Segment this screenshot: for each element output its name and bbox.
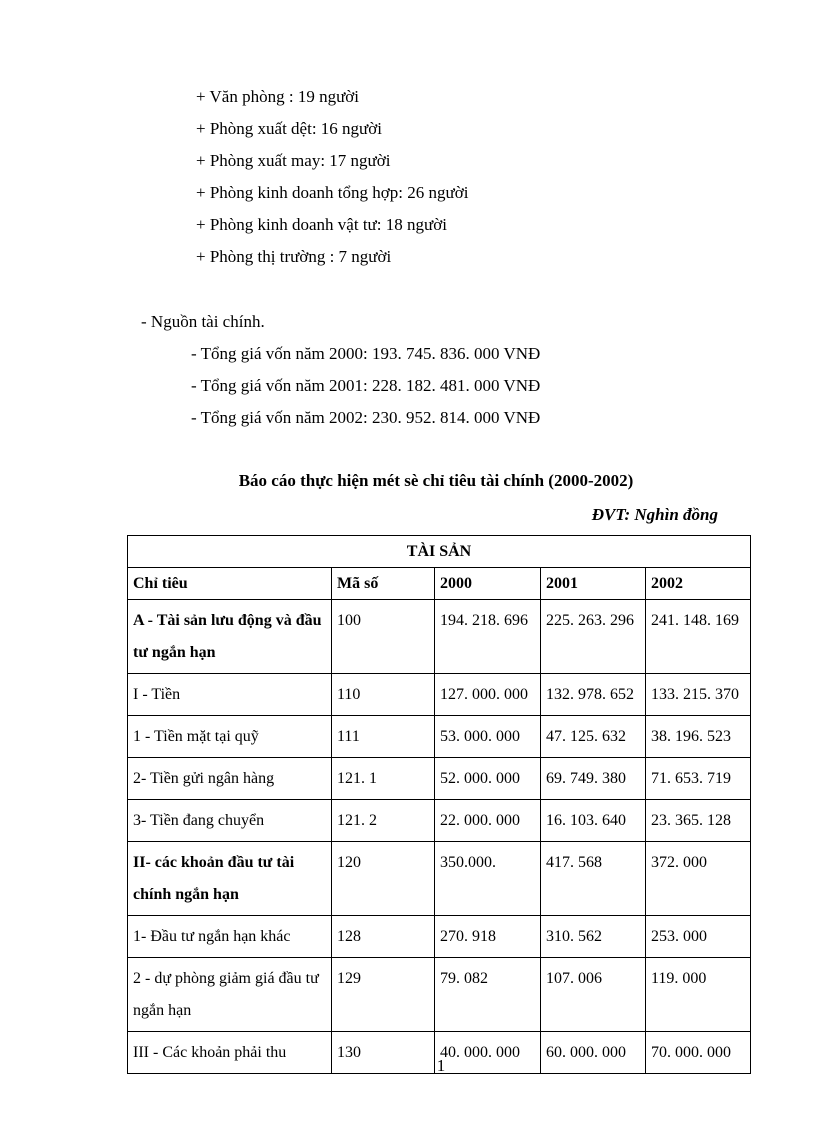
table-cell: A - Tài sản lưu động và đầu tư ngắn hạn: [128, 600, 332, 674]
table-cell: 133. 215. 370: [646, 674, 751, 716]
table-cell: 40. 000. 000: [435, 1032, 541, 1074]
table-cell: 119. 000: [646, 958, 751, 1032]
table-cell: 107. 006: [541, 958, 646, 1032]
table-cell: 111: [332, 716, 435, 758]
table-row: [128, 674, 751, 716]
column-header: 2000: [435, 568, 541, 600]
staff-item: + Phòng kinh doanh vật tư: 18 người: [196, 215, 447, 234]
table-cell: 110: [332, 674, 435, 716]
table-cell: 2 - dự phòng giảm giá đầu tư ngắn hạn: [128, 958, 332, 1032]
table-cell: 69. 749. 380: [541, 758, 646, 800]
table-cell: 128: [332, 916, 435, 958]
table-cell: 38. 196. 523: [646, 716, 751, 758]
staff-item: + Phòng kinh doanh tổng hợp: 26 người: [196, 183, 469, 202]
table-row: [128, 600, 751, 674]
table-row: [128, 716, 751, 758]
table-cell: 100: [332, 600, 435, 674]
column-header: 2002: [646, 568, 751, 600]
table-row: [128, 842, 751, 916]
table-header-row: [128, 568, 751, 600]
finance-item: - Tổng giá vốn năm 2000: 193. 745. 836. 000 VNĐ: [191, 344, 541, 363]
table-cell: 60. 000. 000: [541, 1032, 646, 1074]
table-cell: III - Các khoản phải thu: [128, 1032, 332, 1074]
table-cell: 47. 125. 632: [541, 716, 646, 758]
table-cell: 127. 000. 000: [435, 674, 541, 716]
table-cell: 225. 263. 296: [541, 600, 646, 674]
table-row: [128, 758, 751, 800]
column-header: Mã số: [332, 568, 435, 600]
table-row: [128, 800, 751, 842]
table-cell: 23. 365. 128: [646, 800, 751, 842]
staff-item: + Phòng xuất may: 17 người: [196, 151, 391, 170]
table-cell: 121. 1: [332, 758, 435, 800]
staff-item: + Phòng xuất dệt: 16 người: [196, 119, 382, 138]
table-cell: 121. 2: [332, 800, 435, 842]
table-cell: I - Tiền: [128, 674, 332, 716]
table-cell: II- các khoản đầu tư tài chính ngắn hạn: [128, 842, 332, 916]
table-row: [128, 916, 751, 958]
table-cell: 253. 000: [646, 916, 751, 958]
table-cell: 129: [332, 958, 435, 1032]
table-cell: 1- Đầu tư ngắn hạn khác: [128, 916, 332, 958]
table-cell: 53. 000. 000: [435, 716, 541, 758]
table-cell: 130: [332, 1032, 435, 1074]
table-cell: 79. 082: [435, 958, 541, 1032]
report-title: Báo cáo thực hiện mét sè chỉ tiêu tài chính (2000-2002): [238, 471, 634, 490]
page-number: 1: [436, 1056, 446, 1075]
table-cell: 1 - Tiền mặt tại quỹ: [128, 716, 332, 758]
table-cell: 16. 103. 640: [541, 800, 646, 842]
staff-item: + Văn phòng : 19 người: [196, 87, 360, 106]
finance-item: - Tổng giá vốn năm 2002: 230. 952. 814. 000 VNĐ: [191, 408, 541, 427]
table-cell: 52. 000. 000: [435, 758, 541, 800]
table-row: [128, 958, 751, 1032]
table-cell: 3- Tiền đang chuyển: [128, 800, 332, 842]
column-header: Chỉ tiêu: [128, 568, 332, 600]
table-cell: 241. 148. 169: [646, 600, 751, 674]
table-cell: 270. 918: [435, 916, 541, 958]
unit-label: ĐVT: Nghìn đồng: [591, 505, 718, 524]
table-cell: 71. 653. 719: [646, 758, 751, 800]
table-cell: 350.000.: [435, 842, 541, 916]
table-cell: 194. 218. 696: [435, 600, 541, 674]
table-cell: 2- Tiền gửi ngân hàng: [128, 758, 332, 800]
financial-table: [127, 535, 751, 1074]
table-cell: 22. 000. 000: [435, 800, 541, 842]
finance-item: - Tổng giá vốn năm 2001: 228. 182. 481. 000 VNĐ: [191, 376, 541, 395]
finance-heading: - Nguồn tài chính.: [141, 312, 265, 331]
section-title: TÀI SẢN: [128, 536, 751, 568]
staff-item: + Phòng thị trường : 7 người: [196, 247, 392, 266]
table-cell: 120: [332, 842, 435, 916]
table-cell: 310. 562: [541, 916, 646, 958]
table-cell: 132. 978. 652: [541, 674, 646, 716]
column-header: 2001: [541, 568, 646, 600]
table-cell: 417. 568: [541, 842, 646, 916]
table-section-row: [128, 536, 751, 568]
table-cell: 372. 000: [646, 842, 751, 916]
table-cell: 70. 000. 000: [646, 1032, 751, 1074]
